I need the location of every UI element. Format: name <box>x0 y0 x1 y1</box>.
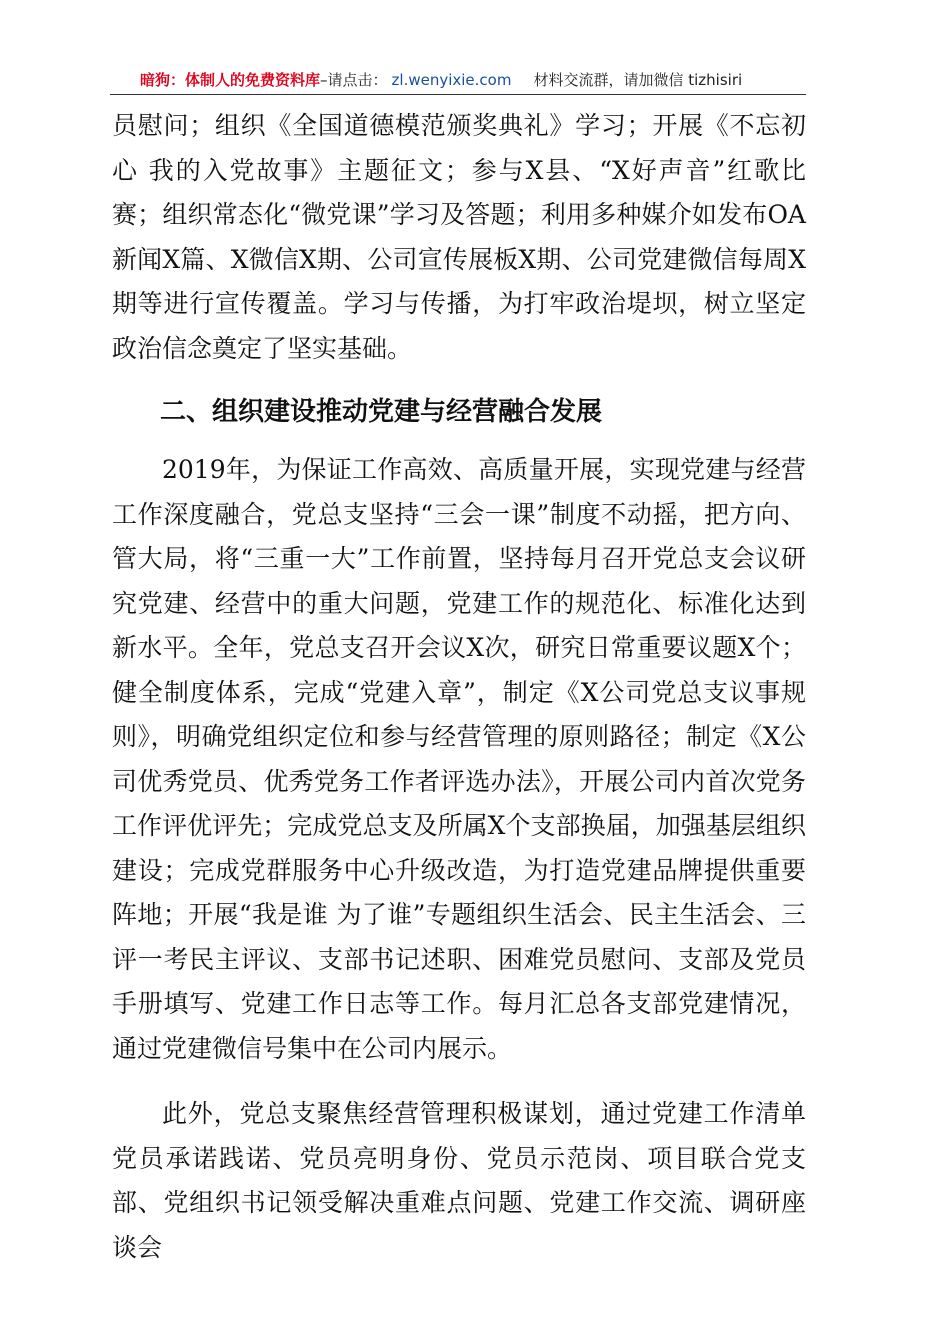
header-group-note: 材料交流群，请加微信 tizhisiri <box>533 71 743 89</box>
header-divider <box>110 94 806 95</box>
section-heading: 二、组织建设推动党建与经营融合发展 <box>160 397 603 427</box>
page-header <box>140 66 808 94</box>
header-click-prompt: –请点击： <box>320 71 388 89</box>
paragraph-1: 员慰问；组织《全国道德模范颁奖典礼》学习；开展《不忘初心 我的入党故事》主题征文；参与X县、“X好声音”红歌比赛；组织常态化“微党课”学习及答题；利用多种媒介如发布OA新闻X篇、X微信X期、公司宣传展板X期、公司党建微信每周X期等进行宣传覆盖。学习与传播，为打牢政治堤坝，树立坚定政治信念奠定了坚实基础。 <box>112 111 806 363</box>
paragraph-3: 此外，党总支聚焦经营管理积极谋划，通过党建工作清单党员承诺践诺、党员亮明身份、党员示范岗、项目联合党支部、党组织书记领受解决重难点问题、党建工作交流、调研座谈会 <box>112 1099 806 1262</box>
header-url-link[interactable]: zl.wenyixie.com <box>391 71 512 89</box>
header-site-name: 暗狗：体制人的免费资料库 <box>140 71 321 89</box>
paragraph-2: 2019年，为保证工作高效、高质量开展，实现党建与经营工作深度融合，党总支坚持“三会一课”制度不动摇，把方向、管大局，将“三重一大”工作前置，坚持每月召开党总支会议研究党建、经营中的重大问题，党建工作的规范化、标准化达到新水平。全年，党总支召开会议X次，研究日常重要议题X个；健全制度体系，完成“党建入章”，制定《X公司党总支议事规则》，明确党组织定位和参与经营管理的原则路径；制定《X公司优秀党员、优秀党务工作者评选办法》，开展公司内首次党务工作评优评先；完成党总支及所属X个支部换届，加强基层组织建设；完成党群服务中心升级改造，为打造党建品牌提供重要阵地；开展“我是谁 为了谁”专题组织生活会、民主生活会、三评一考民主评议、支部书记述职、困难党员慰问、支部及党员手册填写、党建工作日志等工作。每月汇总各支部党建情况，通过党建微信号集中在公司内展示。 <box>112 455 806 1063</box>
